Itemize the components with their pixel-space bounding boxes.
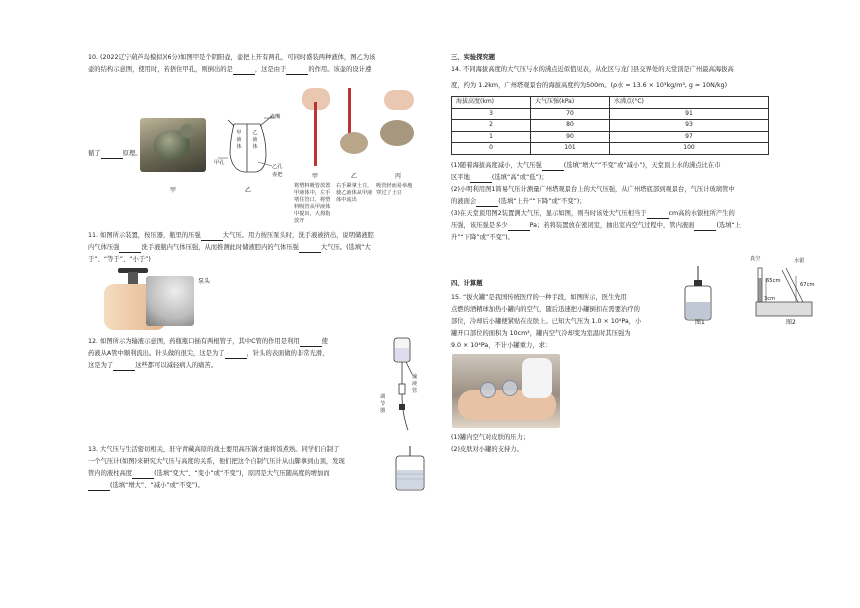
q14-line2: 度，约为 1.2km，广州塔观景台的海拔高度约为500m。(ρ水 = 13.6 × 10³kg/m³, g = 10N/kg) [451,82,728,89]
cupping-photo [452,354,560,428]
table-row [452,108,769,120]
q11-line1: 11. 如图所示装置，按压器，瓶里的压强 大气压。用力按压泵头时，洗手液被挤出，说明储液腔 [88,230,374,241]
simple-barometer-fig1 [680,266,716,326]
label-h2: 3cm [764,296,776,302]
answer-blank[interactable] [132,470,154,479]
caption-jia: 甲 [170,187,177,194]
caption-bing: 丙 [395,173,402,180]
label-yikong: 乙孔 [272,164,283,170]
q12-line1: 12. 如图所示为输液示意图，药瓶瓶口插有两根管子，其中C管的作用是利用 使 [88,336,328,347]
q13-line1: 13. 大气压与生活密切相关，驻守青藏高原的战士要用高压锅才能将饭煮熟。同学们自制了 [88,446,340,453]
q14-sub3-line1: (3)在天堂顶用图2装置测大气压，显示如图，则当时该处大气压相当于 cm高的水银柱所产生的 [451,208,735,219]
table-cell: 93 [610,120,769,132]
q15-sub2: (2)皮肤对小罐的支持力。 [451,446,523,453]
q14-sub1-line2: 区平地 (选填“高”或“低”)； [451,172,548,183]
q11-line2: 内气体压强 洗手液瓶内气体压强，从而推测此时储液腔内的气体压强 大气压。(选填“大 [88,242,371,253]
table-row [452,120,769,132]
q15-line5: 9.0 × 10⁴Pa，不计小罐重力，求： [451,342,552,349]
q13-line4: (选填“增大”、“减小”或“不变”)。 [88,480,204,491]
caption-yi: 乙 [245,187,252,194]
label-pump: 泵头 [198,278,211,285]
q15-line1: 15. “拔火罐”是我国传统医疗的一种手段，如图所示，医生先用 [451,294,627,301]
label-jiakong: 甲孔 [214,160,225,166]
label-liguan: 壶把 [272,172,283,178]
fig2-label: 图2 [786,319,796,326]
q15-line4: 罐开口部位的面积为 10cm²，罐内空气冷却变为室温时其压强为 [451,330,631,337]
q10-line3: 循了 原理。 [88,148,141,159]
q12-line3: 这是为了 这些都可以减轻病人的痛苦。 [88,360,217,371]
answer-blank[interactable] [119,244,141,253]
answer-blank[interactable] [470,174,492,183]
table-cell: 0 [452,143,531,155]
q13-line3: 管内的液柱高度 (选填“变大”、“变小”或“不变”)，原因是大气压随高度的增加而 [88,468,330,479]
answer-blank[interactable] [542,162,564,171]
label-hukou: 壶嘴 [270,114,281,120]
answer-blank[interactable] [225,350,247,359]
table-cell: 2 [452,120,531,132]
table-cell: 100 [610,143,769,155]
answer-blank[interactable] [299,244,321,253]
answer-blank[interactable] [113,362,135,371]
table-header: 大气压强(kPa) [531,97,610,109]
label-mercury: 水银 [794,258,805,264]
q10-line1: 10. (2022辽宁葫芦岛模拟)(6分)如图甲是个阴阳壶，壶把上开有两孔，可同时盛装两种液体，图乙为该 [88,54,376,61]
straw-photo-jia [296,88,336,172]
q14-sub3-line2: 压强，该压强是多少 Pa；若将装置放在密闭室，抽出室内空气过程中，管内液面 (选填“上 [451,220,741,231]
table-header-row [452,97,769,109]
barometer-diagram [392,446,428,494]
altitude-table [451,96,769,155]
label-vacuum: 真空 [750,256,761,262]
q14-sub2-line1: (2)小明利用图1简易气压计测量广州塔观景台上的大气压强，从广州塔底部到观景台，气压计玻璃管中 [451,186,735,193]
table-cell: 101 [531,143,610,155]
q15-line3: 部位，冷却后小罐便紧贴在皮肤上。已知大气压为 1.0 × 10⁵Pa，小 [451,318,642,325]
straw-photo-bing [376,88,418,172]
section-3-title: 三、实验探究题 [451,54,496,61]
q14-sub2-line2: 的液面会 (选填“上升”“下降”或“不变”)； [451,196,586,207]
table-header: 海拔高度(km) [452,97,531,109]
answer-blank[interactable] [476,198,498,207]
answer-blank[interactable] [286,66,308,75]
q14-sub3-line3: 升”“下降”或“不变”)。 [451,234,514,241]
mercury-tube-fig2 [752,262,814,320]
pump-photo [146,276,194,326]
q12-line2: 药液从A管中顺利流出。针头做的很尖，这是为了 ，针头的表面做的非常光滑， [88,348,328,359]
answer-blank[interactable] [300,338,322,347]
table-cell: 70 [531,108,610,120]
section-4-title: 四、计算题 [451,280,483,287]
label-h1: 65cm [766,278,781,284]
table-cell: 1 [452,131,531,143]
iv-drip-diagram [378,334,428,434]
answer-blank[interactable] [233,66,255,75]
note-yi: 右手紧拿土豆，使乙液体从甲液体中流出 [336,183,373,204]
table-cell: 80 [531,120,610,132]
label-yiye: 乙液体 [252,130,258,151]
label-h3: 67cm [800,282,815,288]
fig1-label: 图1 [695,319,705,326]
table-cell: 90 [531,131,610,143]
table-row [452,131,769,143]
note-bing: 吸管轻而易举地穿过了土豆 [376,183,413,197]
table-cell: 3 [452,108,531,120]
teapot-photo [140,118,206,172]
table-cell: 97 [610,131,769,143]
caption-yi-2: 乙 [351,173,358,180]
q13-line2: 一个气压计(如图)来研究大气压与高度的关系，他们把这个自制气压计从山脚拿到山顶，发现 [88,458,345,465]
table-cell: 91 [610,108,769,120]
answer-blank[interactable] [88,482,110,491]
answer-blank[interactable] [101,150,123,159]
label-tube: 输液管 [412,374,418,395]
answer-blank[interactable] [508,222,530,231]
straw-photo-yi [338,88,372,172]
label-jiaye: 甲液体 [236,130,242,151]
table-row [452,143,769,155]
q10-line2: 壶的结构示意图，使用时，若捂住甲孔，则倒出的是 ，这是由于 的作用。该壶的设计遵 [88,64,371,75]
q14-sub1-line1: (1)随着海拔高度减小，大气压强 (选填“增大”“不变”或“减小”)，天堂顶上水的沸点比在市 [451,160,721,171]
q15-sub1: (1)罐内空气对皮肤的压力； [451,434,530,441]
answer-blank[interactable] [201,232,223,241]
q15-line2: 点燃的酒精球加热小罐内的空气，随后迅速把小罐倒扣在需要治疗的 [451,306,640,313]
note-jia: 将塑料吸管放置甲液体中，左手堵住管口，将塑料吸管从甲液体中提出，大拇指放开 [294,183,331,225]
table-header: 水沸点(°C) [610,97,769,109]
q11-line3: 于”、“等于”、“小于”) [88,256,151,263]
caption-jia-2: 甲 [312,173,319,180]
label-reg: 调节器 [380,394,386,415]
answer-blank[interactable] [647,210,669,219]
answer-blank[interactable] [694,222,716,231]
q14-line1: 14. 不同海拔高度的大气压与水的沸点近似值见表，从化区与龙门县交界处的天堂顶是广州最高海拔高 [451,66,734,73]
